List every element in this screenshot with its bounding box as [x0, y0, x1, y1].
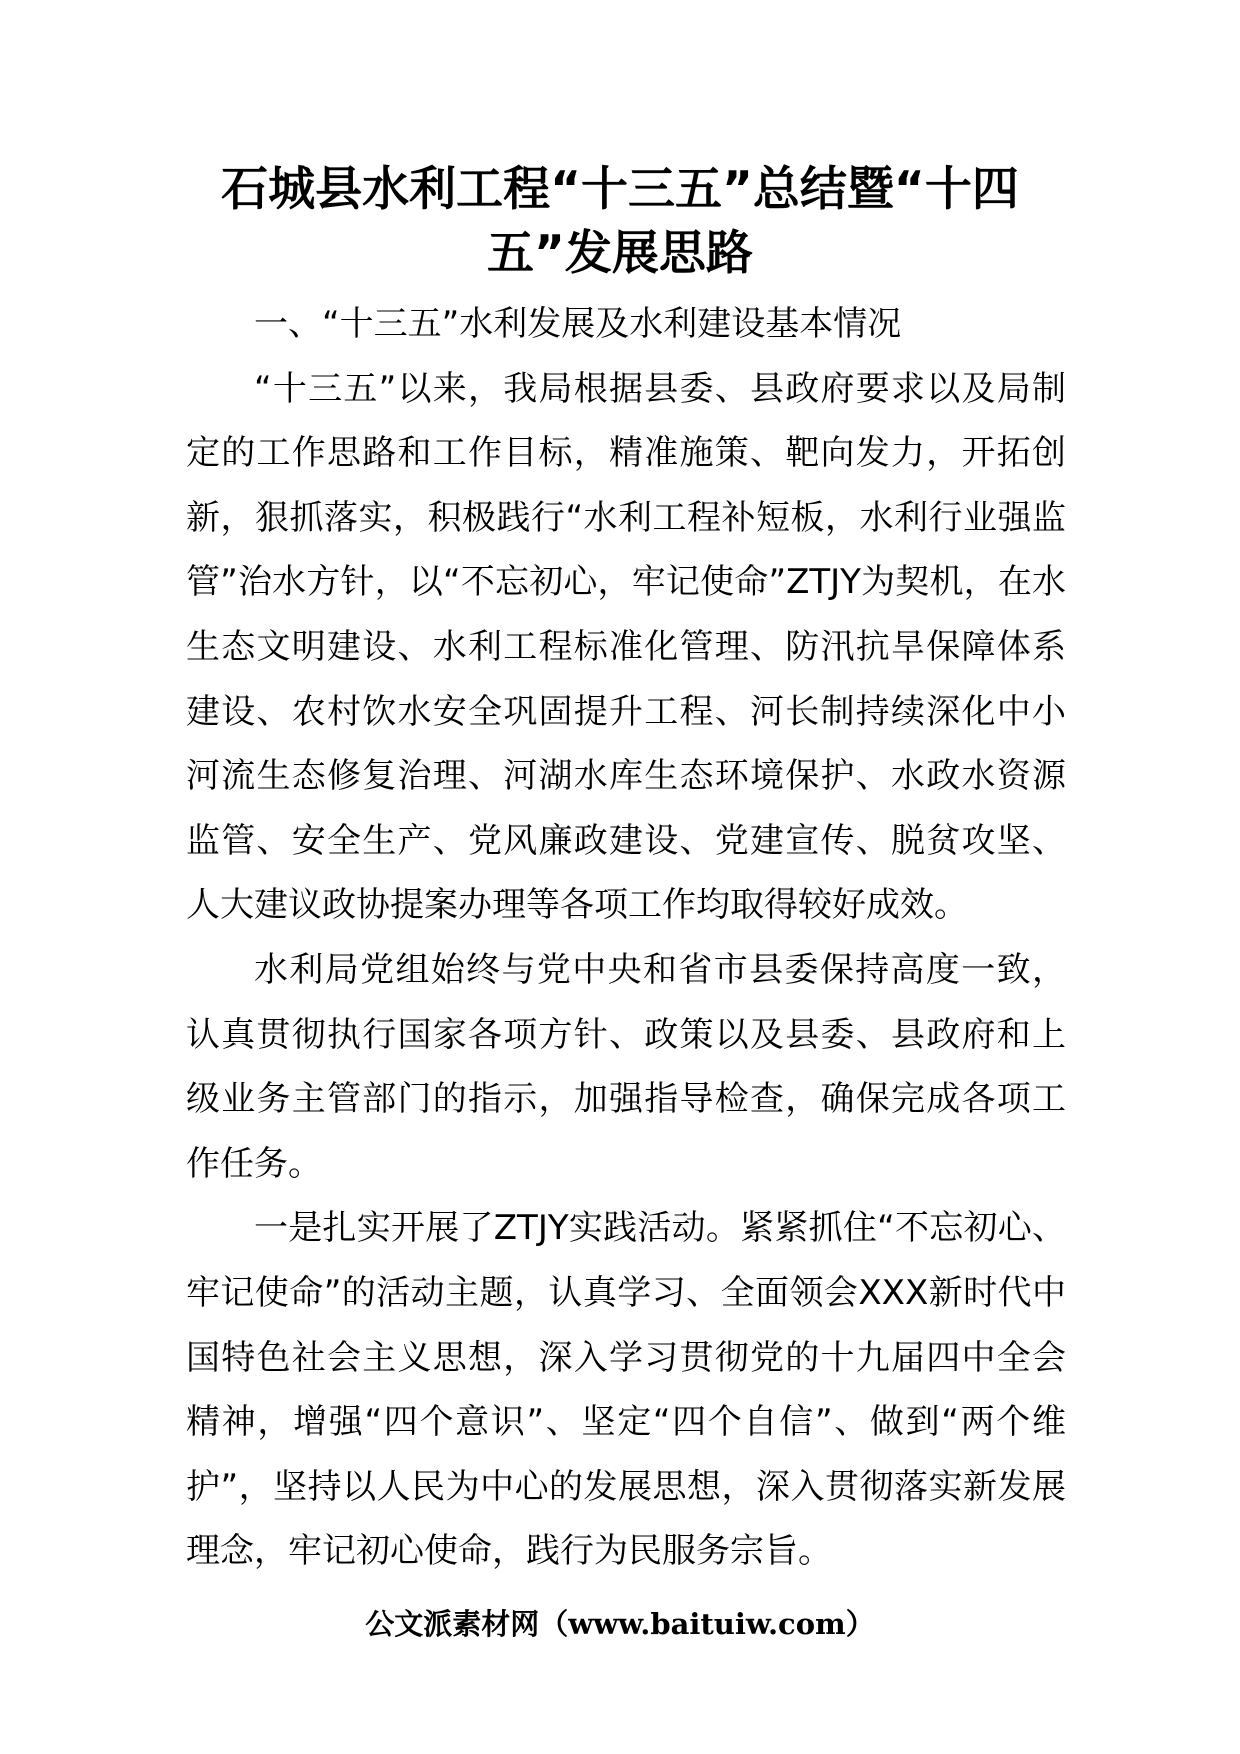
- title-line-1: 石城县水利工程“十三五”总结暨“十四: [221, 162, 1019, 217]
- title-line-2: 五”发展思路: [487, 226, 753, 281]
- section-heading: 一、“十三五”水利发展及水利建设基本情况: [254, 304, 902, 344]
- paragraph-3: 一是扎实开展了ZTJY实践活动。紧紧抓住“不忘初心、牢记使命”的活动主题，认真学习、全面领会XXX新时代中国特色社会主义思想，深入学习贯彻党的十九届四中全会精神，增强“四个意识”、坚定“四个自信”、做到“两个维护”，坚持以人民为中心的发展思想，深入贯彻落实新发展理念，牢记初心使命，践行为民服务宗旨。: [186, 1208, 1066, 1572]
- document-title: [140, 158, 1100, 286]
- paragraph-2: 水利局党组始终与党中央和省市县委保持高度一致，认真贯彻执行国家各项方针、政策以及县委、县政府和上级业务主管部门的指示，加强指导检查，确保完成各项工作任务。: [186, 949, 1066, 1184]
- paragraph-1: “十三五”以来，我局根据县委、县政府要求以及局制定的工作思路和工作目标，精准施策、靶向发力，开拓创新，狠抓落实，积极践行“水利工程补短板，水利行业强监管”治水方针，以“不忘初心，牢记使命”ZTJY为契机，在水生态文明建设、水利工程标准化管理、防汛抗旱保障体系建设、农村饮水安全巩固提升工程、河长制持续深化中小河流生态修复治理、河湖水库生态环境保护、水政水资源监管、安全生产、党风廉政建设、党建宣传、脱贫攻坚、人大建议政协提案办理等各项工作均取得较好成效。: [186, 368, 1066, 926]
- footer-watermark: 公文派素材网（www.baituiw.com）: [365, 1607, 875, 1641]
- document-body: [186, 292, 1066, 1584]
